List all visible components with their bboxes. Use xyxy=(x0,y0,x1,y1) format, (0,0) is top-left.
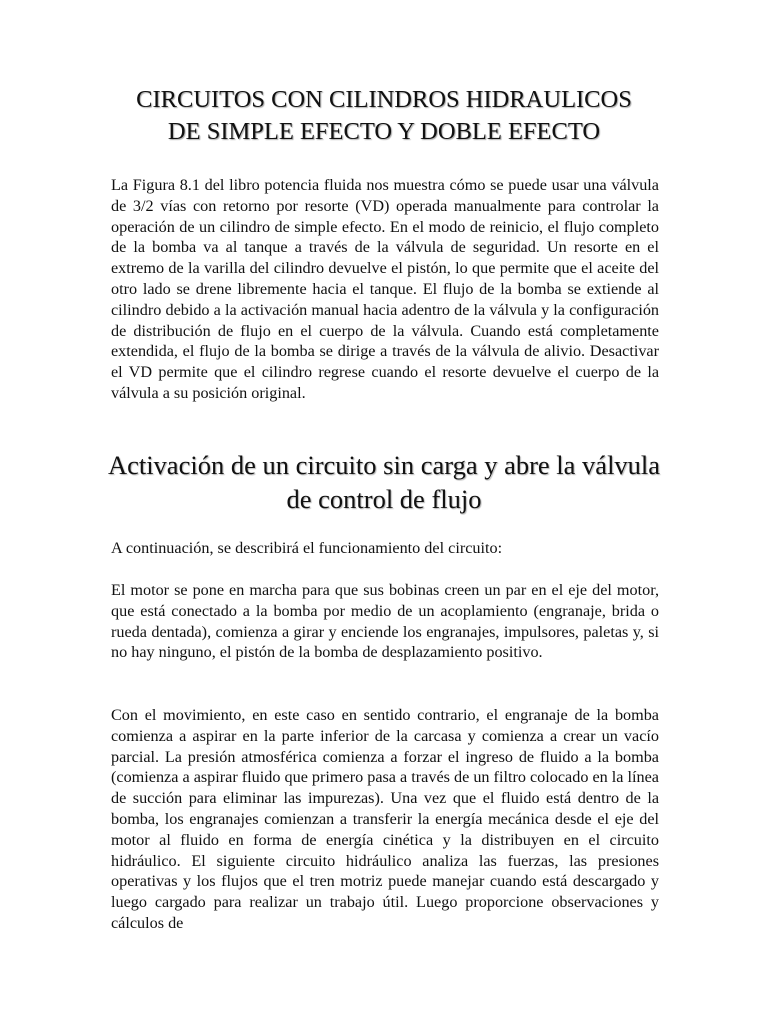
title-line-2: DE SIMPLE EFECTO Y DOBLE EFECTO xyxy=(167,118,601,145)
title-line-1: CIRCUITOS CON CILINDROS HIDRAULICOS xyxy=(136,86,632,113)
paragraph-movement: Con el movimiento, en este caso en sentido contrario, el engranaje de la bomba comienza a aspirar en la parte inferior de la carcasa y comienza a crear un vacío parcial. La presión atmosférica comienza a forzar el ingreso de fluido a la bomba (comienza a aspirar fluido que primero pasa a través de un filtro colocado en la línea de succión para eliminar las impurezas). Una vez que el fluido está dentro de la bomba, los engranajes comienzan a transferir la energía mecánica desde el eje del motor al fluido en forma de energía cinética y la distribuyen en el circuito hidráulico. El siguiente circuito hidráulico analiza las fuerzas, las presiones operativas y los flujos que el tren motriz puede manejar cuando está descargado y luego cargado para realizar un trabajo útil. Luego proporcione observaciones y cálculos de xyxy=(111,706,659,932)
section-heading xyxy=(100,448,668,516)
paragraph-motor: El motor se pone en marcha para que sus bobinas creen un par en el eje del motor, que está conectado a la bomba por medio de un acoplamiento (engranaje, brida o rueda dentada), comienza a girar y enciende los engranajes, impulsores, paletas y, si no hay ninguno, el pistón de la bomba de desplazamiento positivo. xyxy=(111,581,659,662)
section-heading-line-1: Activación de un circuito sin carga y abre la válvula xyxy=(107,450,661,480)
paragraph-lead-in: A continuación, se describirá el funcionamiento del circuito: xyxy=(111,539,503,557)
paragraph-intro: La Figura 8.1 del libro potencia fluida nos muestra cómo se puede usar una válvula de 3/2 vías con retorno por resorte (VD) operada manualmente para controlar la operación de un cilindro de simple efecto. En el modo de reinicio, el flujo completo de la bomba va al tanque a través de la válvula de seguridad. Un resorte en el extremo de la varilla del cilindro devuelve el pistón, lo que permite que el aceite del otro lado se drene libremente hacia el tanque. El flujo de la bomba se extiende al cilindro debido a la activación manual hacia adentro de la válvula y la configuración de distribución de flujo en el cuerpo de la válvula. Cuando está completamente extendida, el flujo de la bomba se dirige a través de la válvula de alivio. Desactivar el VD permite que el cilindro regrese cuando el resorte devuelve el cuerpo de la válvula a su posición original. xyxy=(111,176,659,402)
document-title xyxy=(100,84,668,148)
section-heading-line-2: de control de flujo xyxy=(286,484,482,514)
